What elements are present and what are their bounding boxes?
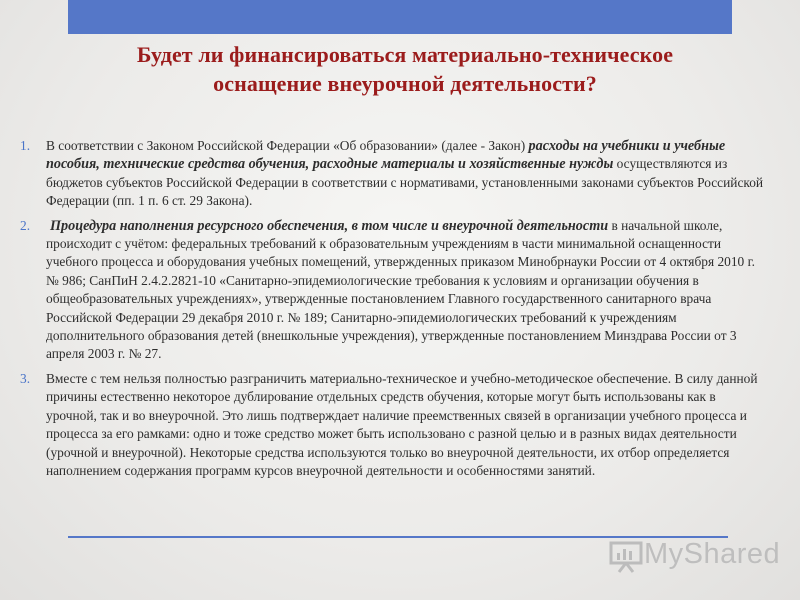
list-item-text: Вместе с тем нельзя полностью разграничить материально-техническое и учебно-методическое обеспечение. В силу данной причины естественно некоторое дублирование отдельных средств обучения, которые могут быть использованы как в урочной, так и во внеурочной. Это лишь подтверждает наличие преемственных связей в организации учебного процесса и процесса за его рамками: одно и тоже средство может быть использовано с разной целью и в разных видах деятельности (урочной и внеурочной). Некоторые средства используются только во внеурочной деятельности, их отбор определяется наполнением содержания программ курсов внеурочной деятельности и особенностями занятий. — [46, 370, 758, 478]
title-line-1: Будет ли финансироваться материально-техническое — [136, 42, 674, 67]
list-item-number: 1. — [20, 138, 31, 153]
watermark-logo — [604, 532, 779, 582]
title-line-2: оснащение внеурочной деятельности? — [213, 71, 597, 96]
list-item — [20, 370, 765, 480]
list-item — [20, 217, 765, 364]
list-item-rest: осуществляются из бюджетов субъектов Российской Федерации в соответствии с нормативами, установленными законами субъектов Российской Федерации (пп. 1 п. 6 ст. 29 Закона). — [46, 156, 764, 209]
list-item — [20, 137, 765, 211]
top-accent-bar — [68, 0, 732, 34]
list-item-number: 2. — [20, 217, 31, 233]
presentation-board-icon — [608, 538, 644, 574]
list-item-emphasis: расходы на учебники и учебные пособия, технические средства обучения, расходные материалы и хозяйственные нужды — [46, 138, 726, 173]
list-item-rest: в начальной школе, происходит с учётом: федеральных требований к образовательным учреждениям в части минимальной оснащенности учебного процесса и оборудования учебных помещений, утвержденных приказом Минобрнауки России от 4 октября 2010 г. № 986; СанПиН 2.4.2.2821-10 «Санитарно-эпидемиологические требования к условиям и организации обучения в общеобразовательных учреждениях», утвержденные постановлением Главного государственного санитарного врача Российской Федерации 29 декабря 2010 г. № 189; Санитарно-эпидемиологических требований к учреждениям дополнительного образования детей (внешкольные учреждения), утвержденные постановлением Минздрава России от 3 апреля 2003 г. № 27. — [46, 217, 755, 362]
list-item-lead: В соответствии с Законом Российской Федерации «Об образовании» (далее - Закон) — [46, 138, 529, 153]
list-item-emphasis: Процедура наполнения ресурсного обеспечения, в том числе и внеурочной деятельности — [50, 217, 609, 234]
list-item-number: 3. — [20, 370, 31, 386]
slide-title — [60, 40, 750, 98]
watermark-text: MyShared — [644, 538, 781, 570]
content-list — [20, 137, 765, 486]
